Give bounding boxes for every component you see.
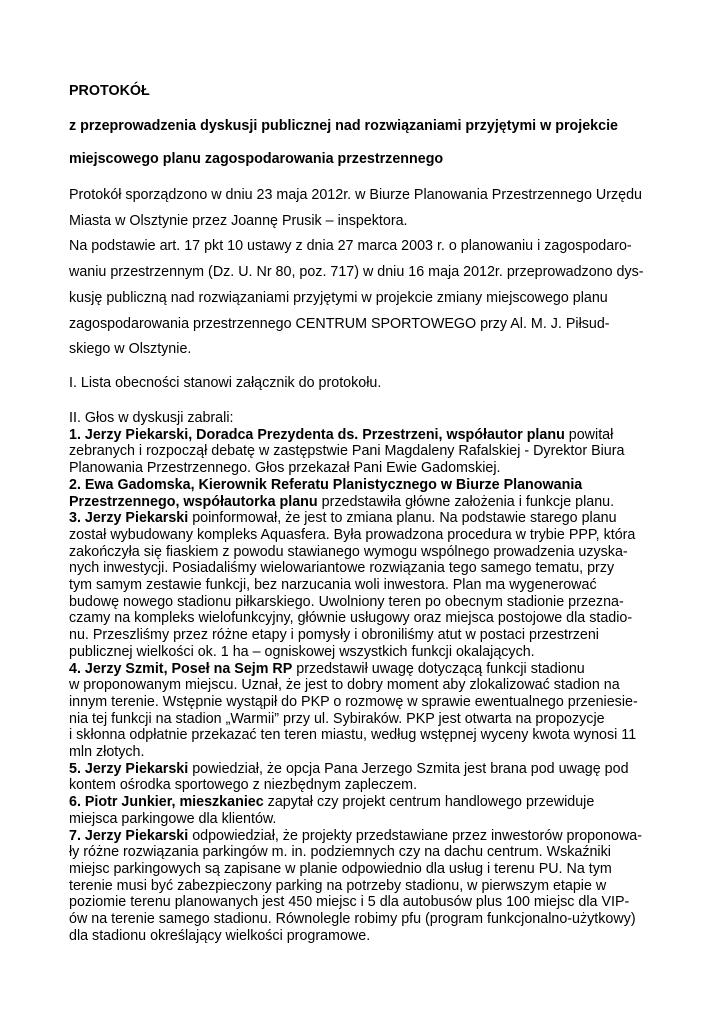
text-line [69, 494, 669, 511]
discussion-entry [69, 828, 669, 945]
discussion-entry [69, 477, 669, 510]
speaker-name: 3. Jerzy Piekarski [69, 510, 189, 527]
text-line: zebranych i rozpoczął debatę w zastępstwie Pani Magdaleny Rafalskiej - Dyrektor Biura [69, 443, 625, 460]
discussion-entry [69, 761, 669, 794]
text-line: ów na terenie samego stadionu. Równolegle robimy pfu (program funkcjonalno-użytkowy) [69, 911, 636, 928]
text-line: innym terenie. Wstępnie wystąpił do PKP o rozmowę w sprawie ewentualnego przeniesie- [69, 693, 638, 710]
intro-paragraph-1 [69, 183, 669, 234]
text-line [69, 427, 669, 444]
discussion-heading: II. Głos w dyskusji zabrali: [69, 410, 234, 426]
text-line: miejsc parkingowych są zapisane w planie odpowiednio dla usług i terenu PU. Na tym [69, 860, 612, 877]
discussion-section [69, 410, 669, 945]
text-line: i skłonna odpłatnie przekazać ten teren miastu, według wstępnej wyceny kwota wynosi 11 [69, 727, 637, 744]
intro-section [69, 183, 669, 363]
text-line: skiego w Olsztynie. [69, 341, 192, 358]
text-line: dla stadionu określający wielkości programowe. [69, 927, 371, 944]
speaker-name: 5. Jerzy Piekarski [69, 760, 189, 777]
text-line: poziomie terenu planowanych jest 450 miejsc i 5 dla autobusów plus 100 miejsc dla VIP- [69, 894, 630, 911]
text-line [69, 477, 669, 494]
entry-text: poinformował, że jest to zmiana planu. Na podstawie starego planu [188, 510, 617, 527]
section-attendance: I. Lista obecności stanowi załącznik do protokołu. [69, 375, 382, 391]
text-line: terenie musi być zabezpieczony parking na potrzeby stadionu, w pierwszym etapie w [69, 877, 607, 894]
speaker-name: 7. Jerzy Piekarski [69, 827, 189, 844]
text-line: zakończyła się fiaskiem z powodu stawianego wymogu wspólnego prowadzenia uzyska- [69, 543, 628, 560]
intro-paragraph-2 [69, 234, 669, 363]
text-line: Miasta w Olsztynie przez Joannę Prusik – inspektora. [69, 212, 408, 229]
entry-text: przedstawiła główne założenia i funkcje planu. [317, 493, 615, 510]
discussion-entry [69, 661, 669, 761]
text-line: waniu przestrzennym (Dz. U. Nr 80, poz. 717) w dniu 16 maja 2012r. przeprowadzono dys- [69, 264, 644, 281]
text-line: miejsca parkingowe dla klientów. [69, 810, 277, 827]
speaker-name: 4. Jerzy Szmit, Poseł na Sejm RP [69, 660, 293, 677]
text-line: został wybudowany kompleks Aquasfera. Była prowadzona procedura w trybie PPP, która [69, 526, 636, 543]
text-line: nu. Przeszliśmy przez różne etapy i pomysły i obroniliśmy atut w postaci przestrzeni [69, 627, 599, 644]
text-line: kontem ośrodka sportowego z niezbędnym zapleczem. [69, 777, 418, 794]
text-line: publicznej wielkości ok. 1 ha – ogniskowej wszystkich funkcji okalających. [69, 643, 535, 660]
entry-text: przedstawił uwagę dotyczącą funkcji stadionu [292, 660, 585, 677]
speaker-name: 1. Jerzy Piekarski, Doradca Prezydenta ds. Przestrzeni, współautor planu [69, 426, 565, 443]
text-line [69, 761, 669, 778]
text-line: nych inwestycji. Posiadaliśmy wielowariantowe rozwiązania tego samego tematu, przy [69, 560, 615, 577]
text-line: Planowania Przestrzennego. Głos przekazał Pani Ewie Gadomskiej. [69, 460, 501, 477]
speaker-name-continued: Przestrzennego, współautorka planu [69, 493, 318, 510]
text-line: zagospodarowania przestrzennego CENTRUM SPORTOWEGO przy Al. M. J. Piłsud- [69, 315, 610, 332]
text-line [69, 510, 669, 527]
discussion-entry [69, 427, 669, 477]
text-line: nia tej funkcji na stadion „Warmii” przy ul. Sybiraków. PKP jest otwarta na propozycje [69, 710, 605, 727]
entry-text: powiedział, że opcja Pana Jerzego Szmita jest brana pod uwagę pod [188, 760, 629, 777]
text-line [69, 828, 669, 845]
text-line: mln złotych. [69, 744, 145, 761]
document-subtitle-line-1: z przeprowadzenia dyskusji publicznej nad rozwiązaniami przyjętymi w projekcie [69, 118, 618, 134]
discussion-entry [69, 510, 669, 660]
speaker-name: 2. Ewa Gadomska, Kierownik Referatu Planistycznego w Biurze Planowania [69, 476, 583, 493]
text-line: tym samym zestawie funkcji, bez narzucania woli inwestora. Plan ma wygenerować [69, 577, 597, 594]
document-title: PROTOKÓŁ [69, 83, 150, 99]
entry-text: powitał [564, 426, 614, 443]
text-line [69, 661, 669, 678]
text-line: w proponowanym miejscu. Uznał, że jest to dobry moment aby zlokalizować stadion na [69, 677, 620, 694]
discussion-entry [69, 794, 669, 827]
text-line: Protokół sporządzono w dniu 23 maja 2012r. w Biurze Planowania Przestrzennego Urzędu [69, 187, 642, 203]
entry-text: odpowiedział, że projekty przedstawiane przez inwestorów proponowa- [188, 827, 642, 844]
text-line: Na podstawie art. 17 pkt 10 ustawy z dnia 27 marca 2003 r. o planowaniu i zagospodaro- [69, 238, 632, 255]
text-line [69, 794, 669, 811]
text-line: ły różne rozwiązania parkingów m. in. podziemnych czy na dachu centrum. Wskaźniki [69, 844, 611, 861]
text-line: czamy na kompleks wielofunkcyjny, głównie usługowy oraz miejsca postojowe dla stadio- [69, 610, 633, 627]
entry-text: zapytał czy projekt centrum handlowego przewiduje [263, 794, 595, 811]
text-line: kusję publiczną nad rozwiązaniami przyjętymi w projekcie zmiany miejscowego planu [69, 289, 608, 306]
text-line: budowę nowego stadionu piłkarskiego. Uwolniony teren po obecnym stadionie przezna- [69, 593, 624, 610]
document-subtitle-line-2: miejscowego planu zagospodarowania przestrzennego [69, 151, 444, 167]
speaker-name: 6. Piotr Junkier, mieszkaniec [69, 794, 264, 811]
